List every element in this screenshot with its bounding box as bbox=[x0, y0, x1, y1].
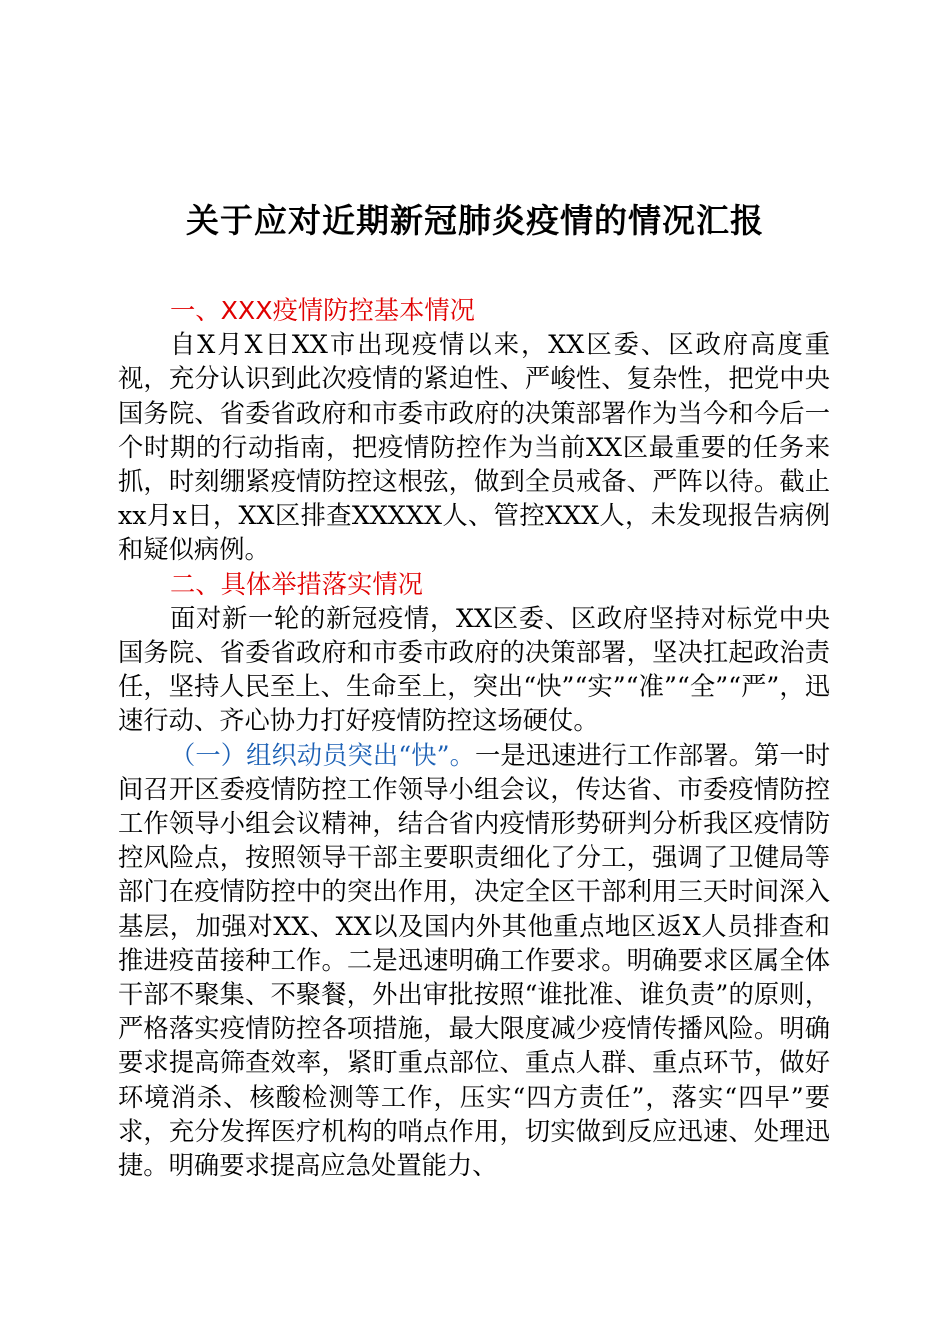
subsection-1-paragraph bbox=[118, 739, 830, 1184]
section-2-heading: 二、具体举措落实情况 bbox=[170, 569, 423, 599]
section-1-paragraph: 自X月X日XX市出现疫情以来，XX区委、区政府高度重视，充分认识到此次疫情的紧迫性、严峻性、复杂性，把党中央国务院、省委省政府和市委市政府的决策部署作为当今和今后一个时期的行动指南，把疫情防控作为当前XX区最重要的任务来抓，时刻绷紧疫情防控这根弦，做到全员戒备、严阵以待。截止xx月x日，XX区排查XXXXX人、管控XXX人，未发现报告病例和疑似病例。 bbox=[118, 330, 830, 565]
subsection-1-heading: （一）组织动员突出“快”。 bbox=[170, 740, 475, 770]
subsection-1-text: 一是迅速进行工作部署。第一时间召开区委疫情防控工作领导小组会议，传达省、市委疫情防控工作领导小组会议精神，结合省内疫情形势研判分析我区疫情防控风险点，按照领导干部主要职责细化了分工，强调了卫健局等部门在疫情防控中的突出作用，决定全区干部利用三天时间深入基层，加强对XX、XX以及国内外其他重点地区返X人员排查和推进疫苗接种工作。二是迅速明确工作要求。明确要求区属全体干部不聚集、不聚餐，外出审批按照“谁批准、谁负责”的原则，严格落实疫情防控各项措施，最大限度减少疫情传播风险。明确要求提高筛查效率，紧盯重点部位、重点人群、重点环节，做好环境消杀、核酸检测等工作，压实“四方责任”，落实“四早”要求，充分发挥医疗机构的哨点作用，切实做到反应迅速、处理迅捷。明确要求提高应急处置能力、 bbox=[118, 740, 830, 1181]
section-2-paragraph: 面对新一轮的新冠疫情，XX区委、区政府坚持对标党中央国务院、省委省政府和市委市政府的决策部署，坚决扛起政治责任，坚持人民至上、生命至上，突出“快”“实”“准”“全”“严”，迅速行动、齐心协力打好疫情防控这场硬仗。 bbox=[118, 603, 830, 736]
section-1-heading: 一、XXX疫情防控基本情况 bbox=[170, 296, 475, 325]
document-title: 关于应对近期新冠肺炎疫情的情况汇报 bbox=[186, 201, 764, 240]
document-body bbox=[118, 294, 830, 1183]
